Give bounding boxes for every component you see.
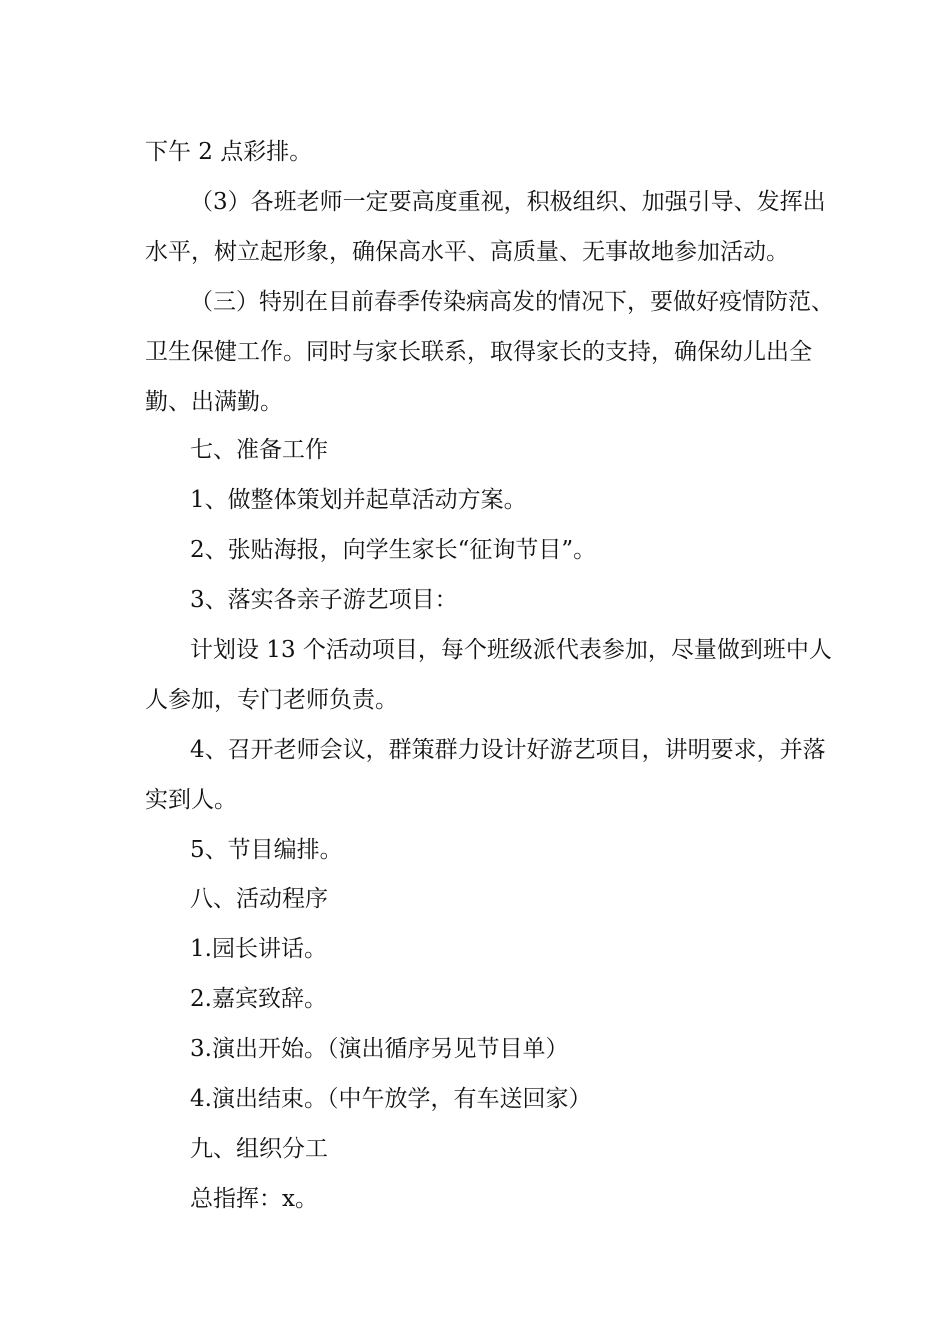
text-line: （3）各班老师一定要高度重视，积极组织、加强引导、发挥出 — [190, 189, 826, 215]
list-item: 3、落实各亲子游艺项目： — [190, 587, 458, 613]
text-line: （三）特别在目前春季传染病高发的情况下，要做好疫情防范、 — [190, 289, 834, 315]
list-item: 1、做整体策划并起草活动方案。 — [190, 487, 527, 513]
list-item: 5、节目编排。 — [190, 837, 343, 863]
section-heading: 七、准备工作 — [190, 437, 328, 463]
section-heading: 八、活动程序 — [190, 886, 328, 912]
text-line: 实到人。 — [145, 787, 237, 813]
text-line: 计划设 13 个活动项目，每个班级派代表参加，尽量做到班中人 — [190, 637, 832, 663]
section-heading: 九、组织分工 — [190, 1136, 328, 1162]
text-line: 勤、出满勤。 — [145, 389, 283, 415]
list-item: 4.演出结束。（中午放学，有车送回家） — [190, 1086, 592, 1112]
text-line: 下午 2 点彩排。 — [145, 139, 313, 165]
list-item: 2、张贴海报，向学生家长“征询节目”。 — [190, 537, 597, 563]
text-line: 人参加，专门老师负责。 — [145, 687, 398, 713]
list-item: 4、召开老师会议，群策群力设计好游艺项目，讲明要求，并落 — [190, 737, 826, 763]
list-item: 1.园长讲话。 — [190, 936, 327, 962]
list-item: 2.嘉宾致辞。 — [190, 986, 327, 1012]
text-line: 卫生保健工作。同时与家长联系，取得家长的支持，确保幼儿出全 — [145, 339, 812, 365]
text-line: 水平，树立起形象，确保高水平、高质量、无事故地参加活动。 — [145, 239, 789, 265]
text-line: 总指挥：x。 — [190, 1186, 318, 1212]
list-item: 3.演出开始。（演出循序另见节目单） — [190, 1036, 569, 1062]
